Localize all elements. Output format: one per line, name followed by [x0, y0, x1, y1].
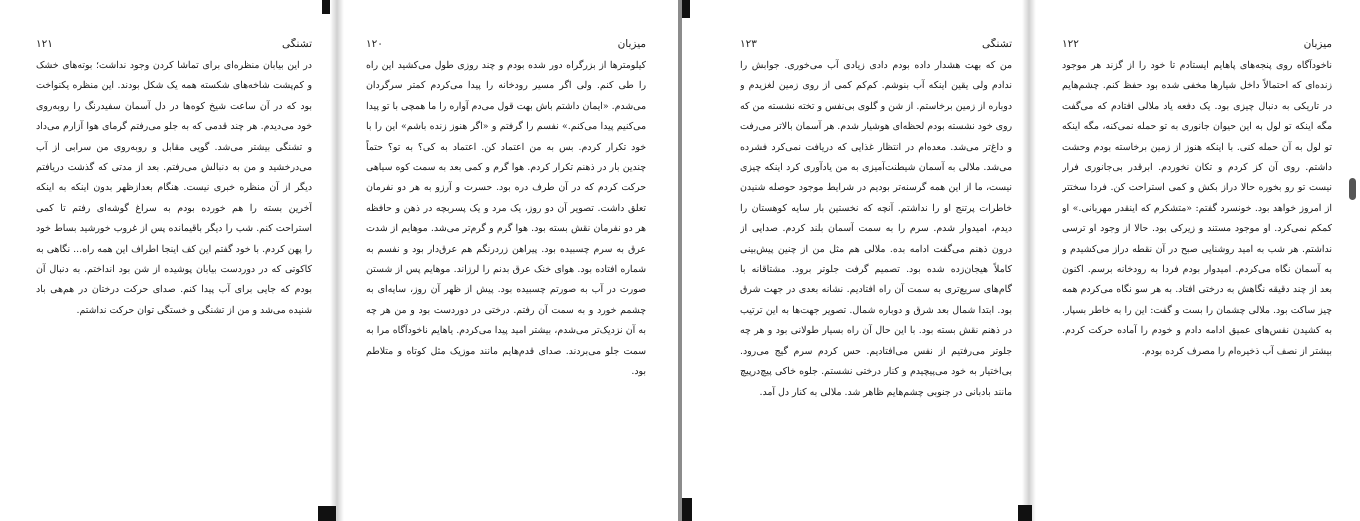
- scan-blot: [682, 498, 692, 521]
- page-header: [1062, 38, 1332, 56]
- scan-blot: [682, 0, 690, 18]
- page-body-text: در این بیابان منظره‌ای برای تماشا کردن وجود نداشت؛ بوته‌های خشک و کم‌پشت شاخه‌های شکسته همه یک شکل بودند. این منظره یکنواخت بود که در آن ساعت شیخ کوه‌ها در دل آسمان سفیدرنگ را روبه‌روی خود می‌دیدم. هر چند قدمی که به جلو می‌رفتم گرمای هوا آزارم می‌داد و تشنگی بیشتر می‌شد. گویی مقابل و روبه‌روی من سرابی از آب می‌درخشید و من به دنبالش می‌رفتم. بعد از مدتی که گذشت دریافتم دیگر از آن منظره خبری نیست. هنگام بعدازظهر بدون اینکه به اینکه آخرین بسته را هم خورده بودم به سراغ گوشه‌ای رفتم تا کمی استراحت کنم. شب را دیگر باقیمانده پس از غروب خورشید بساط خود را پهن کردم. با خود گفتم این کف اینجا اطراف این همه راه... نگاهی به کاکوتی که در دوردست بیابان پوشیده از شن بود انداختم. به دنبال آن بودم که جایی برای آب پیدا کنم. صدای حرکت درختان در هم‌هی باد شنیده می‌شد و من از تشنگی و خستگی توان حرکت نداشتم.: [36, 60, 312, 316]
- right-spread-gutter: [1022, 0, 1036, 521]
- page-122: [1062, 38, 1332, 508]
- page-number: ۱۲۰: [366, 38, 383, 50]
- running-title: میزبان: [1303, 38, 1332, 50]
- scan-blot: [318, 506, 336, 521]
- page-header: [740, 38, 1012, 56]
- page-120: [366, 38, 646, 508]
- page-body-text: من که بهت هشدار داده بودم دادی زیادی آب می‌خوری. جوابش را ندادم ولی یقین اینکه آب بنوشم. کم‌کم کمی از روی زمین لغزیدم و دوباره از زمین برخاستم. از شن و گلوی بی‌نفس و تخته نشسته من که روی خود نشسته بودم لحظه‌ای هوشیار شدم. هر آسمان بالاتر می‌رفت و داغ‌تر می‌شد. معده‌ام در انتظار غذایی که دریافت نمی‌کرد فشرده می‌شد. ملالی به آسمان شیطنت‌آمیزی به من یادآوری کرد اینکه چیزی نیست، ما از این همه گرسنه‌تر بودیم در شرایط موجود حوصله شنیدن خاطرات پرتنج او را نداشتم. آنچه که نخستین بار سایه کوهستان را دیدم، امیدوار شدم. سرم را به سمت آسمان بلند کردم. صدایی از درون ذهنم می‌گفت ادامه بده. ملالی هم مثل من از چنین پیش‌بینی کاملاً هیجان‌زده شده بود. تصمیم گرفت جلوتر برود. مشتاقانه با گام‌های سریع‌تری به سمت آن راه افتادیم. نشانه بعدی در جهت شرق بود. ابتدا شمال بعد شرق و دوباره شمال. تصویر جهت‌ها به این ترتیب در ذهنم نقش بسته بود. با این حال آن راه بسیار طولانی بود و هر چه جلوتر می‌رفتیم از نفس می‌افتادیم. حس کردم سرم گیج می‌رود. بی‌اختیار به خود می‌پیچیدم و کنار درختی نشستم. جلوه خاکی پیچ‌درپیچ مانند بادبانی در جنوبی چشم‌هایم ظاهر شد. ملالی به کنار دل آمد.: [740, 60, 1012, 398]
- page-number: ۱۲۳: [740, 38, 757, 50]
- page-body-text: ناخودآگاه روی پنجه‌های پاهایم ایستادم تا خود را از گزند هر موجود زنده‌ای که احتمالاً داخل شیارها مخفی شده بود حفظ کنم. چشم‌هایم در تاریکی به دنبال چیزی بود. یک دفعه یاد ملالی افتادم که می‌گفت مگه اینکه تو لول به این حیوان جانوری به تو حمله نمی‌کنه، مگه اینکه تو لول به آن حمله کنی. با اینکه هنوز از زمین برخاسته بودم وحشت داشتم. روی آن کز کردم و تکان نخوردم. ابرقدر بی‌جانوری فرار نیست تو رو بخوره حالا دراز بکش و کمی استراحت کن. فردا سختتر از امروز خواهد بود. خونسرد گفتم: «متشکرم که اینقدر مهربانی.» او کمکم نمی‌کرد. او موجود مستند و زیرکی بود. حالا از وجود او ترسی نداشتم. هر شب به امید روشنایی صبح در آن نقطه دراز می‌کشیدم و به آسمان نگاه می‌کردم. امیدوار بودم فردا به رودخانه برسم. اکنون بعد از چند دقیقه نگاهش به درختی افتاد. به هر سو نگاه می‌کردم همه چیز ساکت بود. ملالی چشمان را بست و گفت: این را به خاطر بسپار. به کشیدن نفس‌های عمیق ادامه دادم و خودم را آماده حرکت کردم. بیشتر از نصف آب ذخیره‌ام را مصرف کرده بودم.: [1062, 60, 1332, 357]
- left-spread-gutter: [330, 0, 344, 521]
- page-header: [36, 38, 312, 56]
- page-number: ۱۲۲: [1062, 38, 1079, 50]
- running-title: میزبان: [617, 38, 646, 50]
- page-number: ۱۲۱: [36, 38, 53, 50]
- scan-blot: [322, 0, 330, 14]
- running-title: تشنگی: [281, 38, 312, 50]
- scrollbar-thumb[interactable]: [1349, 178, 1356, 200]
- running-title: تشنگی: [981, 38, 1012, 50]
- page-121: [36, 38, 312, 508]
- page-123: [740, 38, 1012, 508]
- page-body-text: کیلومترها از بزرگراه دور شده بودم و چند روزی طول می‌کشید این راه را طی کنم. ولی اگر مسیر رودخانه را پیدا می‌کردم کمتر سرگردان می‌شدم. «ایمان داشتم باش بهت قول می‌دم آواره را ما همچی با تو پیدا می‌کنیم پیدا می‌کنم.» نفسم را گرفتم و «اگر هنوز زنده باشم» این را با خود تکرار کردم. بس به من اعتماد کن. اعتماد به کی؟ به تو؟ حتماً چندین بار در ذهنم تکرار کردم. هوا گرم و کمی بعد به سمت کوه سیاهی حرکت کردم که در آن طرف دره بود. حسرت و آرزو به هر دو نفرمان تعلق داشت. تصویر آن دو روز، یک مرد و یک پسربچه در ذهن و حافظه هر دو نفرمان نقش بسته بود. هوا گرم و گرم‌تر می‌شد. موهایم از شدت عرق به سرم چسبیده بود. پیراهن زردرنگم هم عرق‌دار بود و نفسم به شماره افتاده بود. هوای خنک عرق بدنم را لرزاند. موهایم پس از شستن صورت در آب به صورتم چسبیده بود. پیش از ظهر آن روز، سایه‌ای به چشمم خورد و به سمت آن رفتم. درختی در دوردست بود و من هر چه به آن نزدیک‌تر می‌شدم، بیشتر امید پیدا می‌کردم. یاهایم ناخودآگاه مرا به سمت جلو می‌بردند. صدای قدم‌هایم مانند موزیک مثل کوتاه و متلاطم بود.: [366, 60, 646, 378]
- scan-blot: [1018, 505, 1032, 521]
- right-book-spread: [682, 0, 1360, 521]
- left-book-spread: [0, 0, 678, 521]
- page-header: [366, 38, 646, 56]
